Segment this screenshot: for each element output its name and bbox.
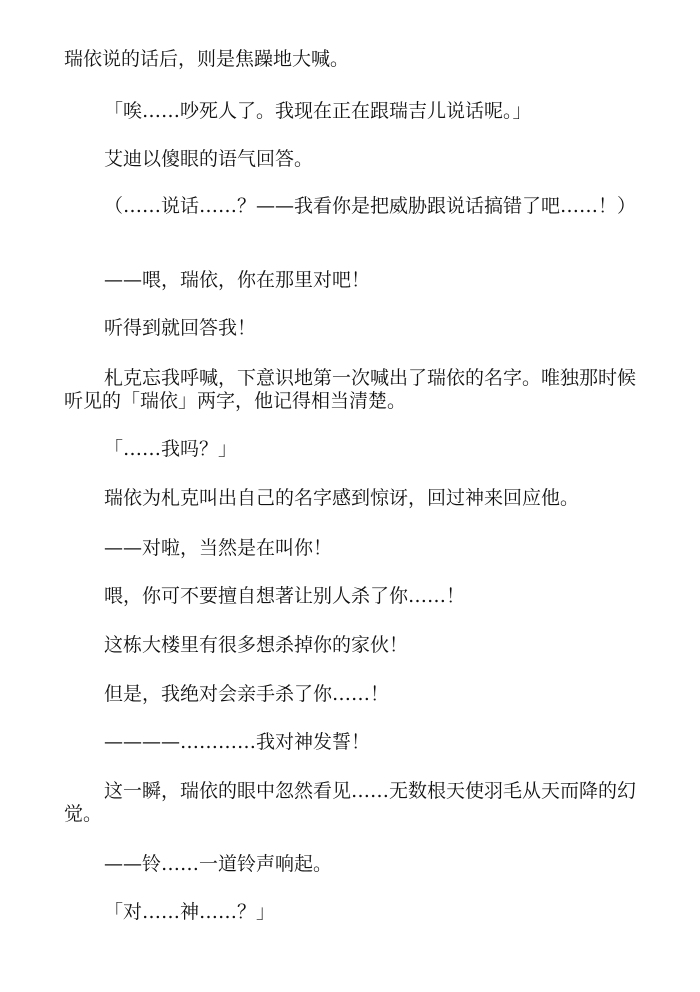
paragraph: ——喂，瑞依，你在那里对吧！ bbox=[104, 269, 371, 291]
paragraph: 但是，我绝对会亲手杀了你……！ bbox=[104, 683, 390, 705]
paragraph: ————…………我对神发誓！ bbox=[104, 731, 371, 753]
paragraph: ——铃……一道铃声响起。 bbox=[104, 853, 333, 875]
paragraph: 这栋大楼里有很多想杀掉你的家伙！ bbox=[104, 634, 409, 656]
paragraph: 瑞依说的话后，则是焦躁地大喊。 bbox=[64, 48, 350, 70]
paragraph: （……说话……？——我看你是把威胁跟说话搞错了吧……！） bbox=[104, 195, 637, 217]
paragraph: 艾迪以傻眼的语气回答。 bbox=[104, 148, 314, 170]
paragraph: 札克忘我呼喊，下意识地第一次喊出了瑞依的名字。唯独那时候听见的「瑞依」两字，他记得相当清楚。 bbox=[64, 367, 637, 412]
paragraph: 「……我吗？」 bbox=[104, 438, 238, 460]
paragraph: 「对……神……？」 bbox=[104, 901, 276, 923]
paragraph: 这一瞬，瑞依的眼中忽然看见……无数根天使羽毛从天而降的幻觉。 bbox=[64, 780, 637, 825]
paragraph: 「唉……吵死人了。我现在正在跟瑞吉儿说话呢。」 bbox=[104, 100, 532, 122]
paragraph: 瑞依为札克叫出自己的名字感到惊讶，回过神来回应他。 bbox=[104, 487, 580, 509]
novel-page bbox=[64, 0, 644, 992]
paragraph: 喂，你可不要擅自想著让别人杀了你……！ bbox=[104, 585, 466, 607]
paragraph: 听得到就回答我！ bbox=[104, 317, 257, 339]
paragraph: ——对啦，当然是在叫你！ bbox=[104, 537, 333, 559]
